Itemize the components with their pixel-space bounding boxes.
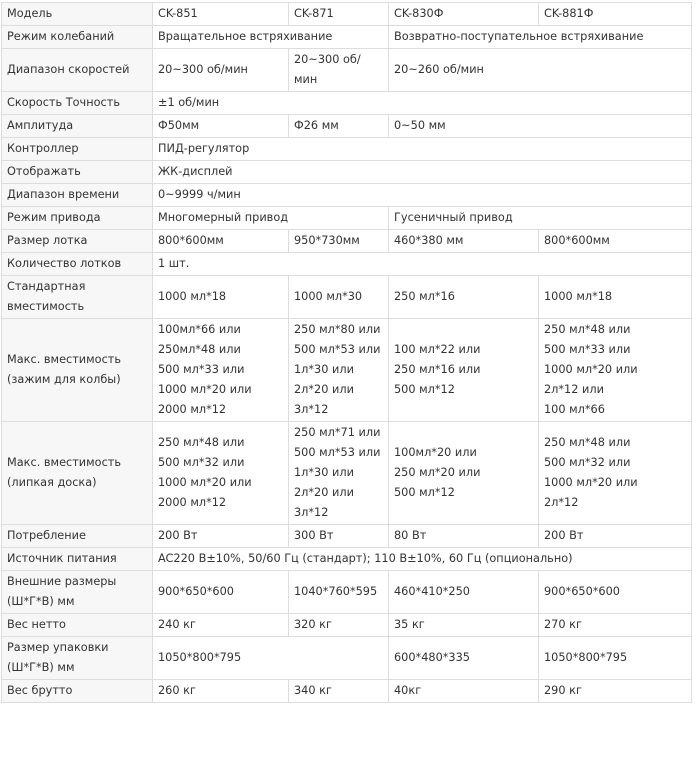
cell-line: 40кг [394, 684, 422, 697]
cell-line: 290 кг [544, 684, 582, 697]
cell-line: 2л*20 или [294, 486, 354, 499]
value-cell [539, 525, 692, 548]
cell-line: 1000 мл*20 или [544, 363, 638, 376]
cell-line: 320 кг [294, 618, 332, 631]
cell-line: AC220 В±10%, 50/60 Гц (стандарт); 110 В±10%, 60 Гц (опционально) [158, 552, 573, 565]
row-label: Источник питания [2, 548, 153, 571]
value-cell [389, 230, 539, 253]
cell-line: 1л*30 или [294, 466, 354, 479]
row-label: Потребление [2, 525, 153, 548]
cell-line: 500 мл*53 или [294, 343, 381, 356]
value-cell [389, 525, 539, 548]
cell-line: 250 мл*16 или [394, 363, 481, 376]
value-cell [153, 92, 692, 115]
cell-line: ЖК-дисплей [158, 165, 233, 178]
value-cell [389, 49, 692, 92]
table-row [2, 525, 692, 548]
cell-line: Возвратно-поступательное встряхивание [394, 30, 644, 43]
table-row [2, 680, 692, 703]
value-cell [153, 422, 289, 525]
table-row [2, 92, 692, 115]
value-cell [389, 115, 692, 138]
row-label: Модель [2, 3, 153, 26]
table-row [2, 115, 692, 138]
cell-line: CK-851 [158, 7, 198, 20]
cell-line: Многомерный привод [158, 211, 289, 224]
value-cell [153, 49, 289, 92]
row-label: Контроллер [2, 138, 153, 161]
row-label: Внешние размеры (Ш*Г*В) мм [2, 571, 153, 614]
cell-line: 1000 мл*18 [158, 290, 227, 303]
value-cell [153, 614, 289, 637]
cell-line: 250 мл*16 [394, 290, 455, 303]
value-cell [389, 276, 539, 319]
value-cell [153, 207, 389, 230]
value-cell [389, 571, 539, 614]
cell-line: 0~9999 ч/мин [158, 188, 241, 201]
row-label: Отображать [2, 161, 153, 184]
row-label: Макс. вместимость (зажим для колбы) [2, 319, 153, 422]
value-cell [153, 161, 692, 184]
value-cell [289, 276, 389, 319]
table-row [2, 276, 692, 319]
table-row [2, 3, 692, 26]
cell-line: 2л*12 [544, 496, 579, 509]
table-row [2, 207, 692, 230]
value-cell [289, 115, 389, 138]
cell-line: 100мл*20 или [394, 446, 477, 459]
value-cell [539, 637, 692, 680]
cell-line: 500 мл*32 или [544, 456, 631, 469]
cell-line: CK-871 [294, 7, 334, 20]
table-row [2, 138, 692, 161]
row-label: Размер лотка [2, 230, 153, 253]
table-row [2, 253, 692, 276]
value-cell [539, 319, 692, 422]
table-row [2, 184, 692, 207]
cell-line: 500 мл*32 или [158, 456, 245, 469]
row-label: Режим колебаний [2, 26, 153, 49]
cell-line: 1000 мл*30 [294, 290, 363, 303]
value-cell [289, 680, 389, 703]
table-row [2, 319, 692, 422]
value-cell [153, 253, 692, 276]
value-cell [289, 571, 389, 614]
value-cell [539, 276, 692, 319]
cell-line: 35 кг [394, 618, 425, 631]
value-cell [389, 614, 539, 637]
row-label: Количество лотков [2, 253, 153, 276]
cell-line: 250 мл*48 или [158, 436, 245, 449]
value-cell [389, 680, 539, 703]
value-cell [539, 680, 692, 703]
row-label: Диапазон времени [2, 184, 153, 207]
value-cell [389, 422, 539, 525]
value-cell [289, 525, 389, 548]
cell-line: 250 мл*48 или [544, 323, 631, 336]
cell-line: Вращательное встряхивание [158, 30, 333, 43]
cell-line: 1040*760*595 [294, 585, 378, 598]
row-label: Скорость Точность [2, 92, 153, 115]
cell-line: 0~50 мм [394, 119, 446, 132]
row-label: Диапазон скоростей [2, 49, 153, 92]
value-cell [289, 422, 389, 525]
cell-line: 1050*800*795 [544, 651, 628, 664]
cell-line: 250 мл*80 или [294, 323, 381, 336]
cell-line: 100 мл*22 или [394, 343, 481, 356]
cell-line: 20~300 об/мин [294, 53, 361, 86]
value-cell [153, 319, 289, 422]
value-cell [153, 525, 289, 548]
cell-line: 20~300 об/мин [158, 63, 248, 76]
cell-line: 1050*800*795 [158, 651, 242, 664]
value-cell [539, 230, 692, 253]
row-label: Режим привода [2, 207, 153, 230]
cell-line: 950*730мм [294, 234, 360, 247]
table-row [2, 614, 692, 637]
value-cell [153, 115, 289, 138]
row-label: Размер упаковки (Ш*Г*В) мм [2, 637, 153, 680]
cell-line: ±1 об/мин [158, 96, 220, 109]
cell-line: 260 кг [158, 684, 196, 697]
cell-line: 300 Вт [294, 529, 334, 542]
cell-line: 500 мл*12 [394, 383, 455, 396]
cell-line: Ф26 мм [294, 119, 339, 132]
cell-line: 2л*12 или [544, 383, 604, 396]
cell-line: 20~260 об/мин [394, 63, 484, 76]
cell-line: 100мл*66 или 250мл*48 или [158, 323, 241, 356]
cell-line: 500 мл*33 или [158, 363, 245, 376]
table-row [2, 161, 692, 184]
cell-line: ПИД-регулятор [158, 142, 250, 155]
cell-line: 800*600мм [158, 234, 224, 247]
cell-line: 1000 мл*20 или [158, 476, 252, 489]
cell-line: 1000 мл*20 или [158, 383, 252, 396]
value-cell [153, 26, 389, 49]
value-cell [389, 207, 692, 230]
value-cell [539, 614, 692, 637]
value-cell [153, 680, 289, 703]
cell-line: 460*380 мм [394, 234, 464, 247]
cell-line: 1 шт. [158, 257, 190, 270]
table-row [2, 637, 692, 680]
cell-line: 2000 мл*12 [158, 403, 227, 416]
value-cell [539, 3, 692, 26]
cell-line: 500 мл*12 [394, 486, 455, 499]
cell-line: 500 мл*33 или [544, 343, 631, 356]
row-label: Стандартная вместимость [2, 276, 153, 319]
spec-table [1, 2, 692, 703]
cell-line: CK-881Ф [544, 7, 594, 20]
cell-line: 340 кг [294, 684, 332, 697]
value-cell [153, 637, 389, 680]
value-cell [289, 230, 389, 253]
value-cell [153, 230, 289, 253]
cell-line: 500 мл*53 или [294, 446, 381, 459]
spec-table-body [2, 3, 692, 703]
value-cell [153, 184, 692, 207]
cell-line: CK-830Ф [394, 7, 444, 20]
cell-line: 270 кг [544, 618, 582, 631]
value-cell [289, 319, 389, 422]
value-cell [389, 319, 539, 422]
value-cell [389, 26, 692, 49]
row-label: Амплитуда [2, 115, 153, 138]
value-cell [153, 138, 692, 161]
cell-line: 240 кг [158, 618, 196, 631]
row-label: Макс. вместимость (липкая доска) [2, 422, 153, 525]
cell-line: 460*410*250 [394, 585, 470, 598]
value-cell [153, 276, 289, 319]
table-row [2, 548, 692, 571]
cell-line: 800*600мм [544, 234, 610, 247]
table-row [2, 571, 692, 614]
value-cell [153, 571, 289, 614]
table-row [2, 422, 692, 525]
value-cell [289, 614, 389, 637]
cell-line: Гусеничный привод [394, 211, 513, 224]
value-cell [539, 422, 692, 525]
value-cell [289, 49, 389, 92]
cell-line: 1000 мл*20 или [544, 476, 638, 489]
value-cell [389, 637, 539, 680]
cell-line: 250 мл*71 или [294, 426, 381, 439]
row-label: Вес нетто [2, 614, 153, 637]
cell-line: 600*480*335 [394, 651, 470, 664]
value-cell [153, 3, 289, 26]
cell-line: 900*650*600 [158, 585, 234, 598]
value-cell [153, 548, 692, 571]
row-label: Вес брутто [2, 680, 153, 703]
cell-line: Ф50мм [158, 119, 200, 132]
cell-line: 1000 мл*18 [544, 290, 613, 303]
cell-line: 100 мл*66 [544, 403, 605, 416]
cell-line: 900*650*600 [544, 585, 620, 598]
value-cell [539, 571, 692, 614]
cell-line: 200 Вт [158, 529, 198, 542]
table-row [2, 230, 692, 253]
cell-line: 200 Вт [544, 529, 584, 542]
table-row [2, 26, 692, 49]
cell-line: 80 Вт [394, 529, 427, 542]
value-cell [389, 3, 539, 26]
table-row [2, 49, 692, 92]
cell-line: 250 мл*48 или [544, 436, 631, 449]
cell-line: 250 мл*20 или [394, 466, 481, 479]
value-cell [289, 3, 389, 26]
cell-line: 3л*12 [294, 506, 329, 519]
cell-line: 1л*30 или 2л*20 или 3л*12 [294, 363, 354, 416]
cell-line: 2000 мл*12 [158, 496, 227, 509]
